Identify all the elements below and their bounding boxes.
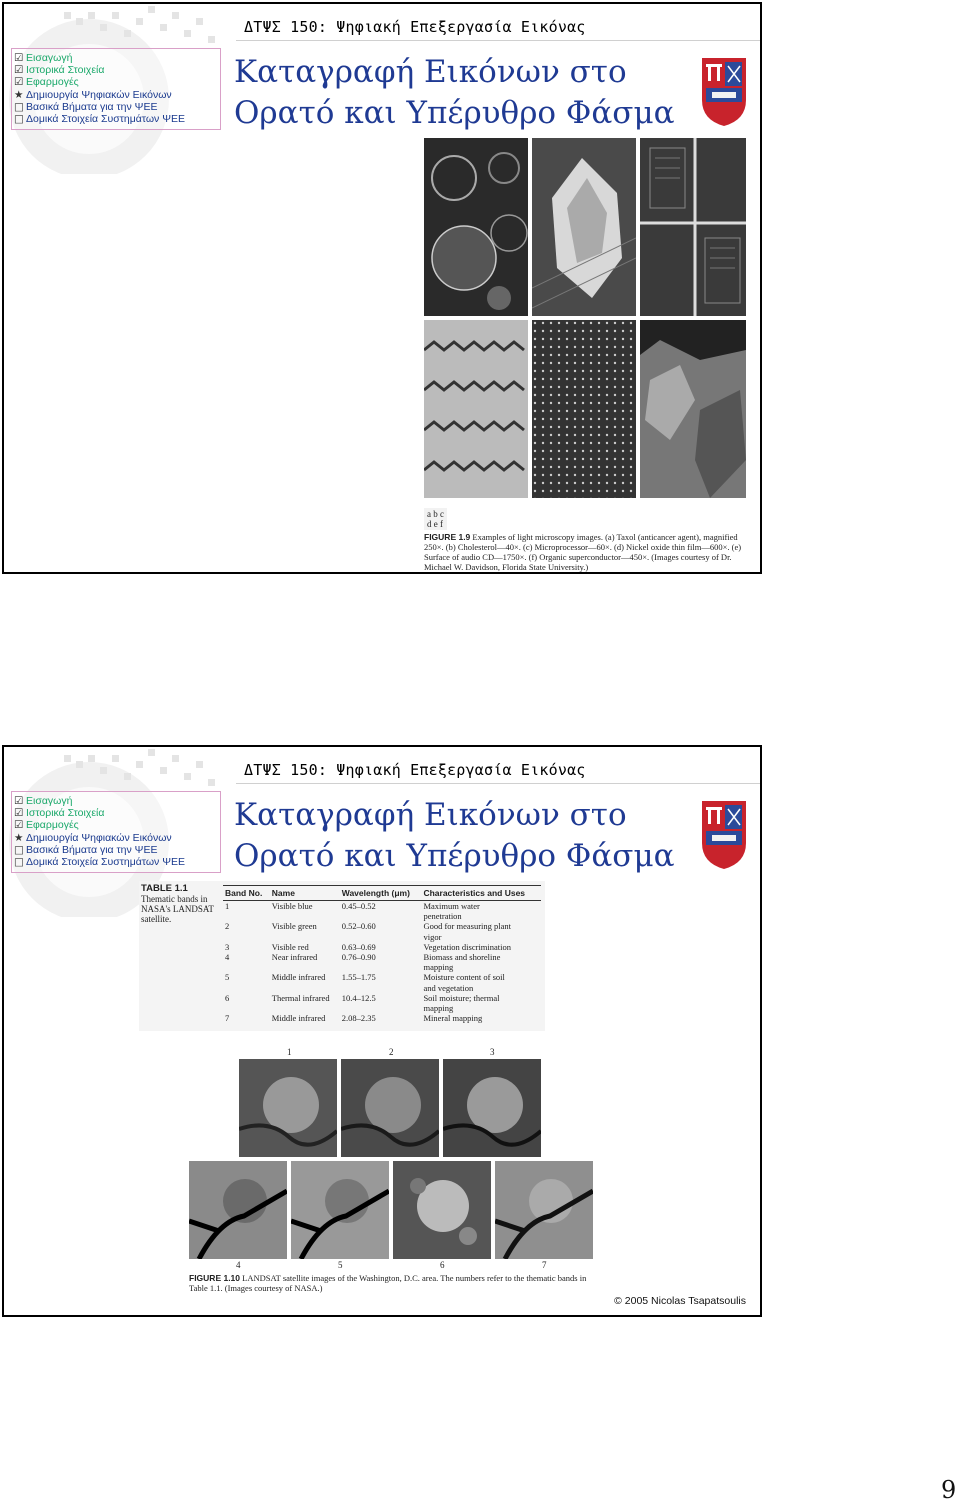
table-cell: Good for measuring plant [423,921,512,932]
table-cell [223,962,270,972]
table-cell: 0.76–0.90 [341,952,376,963]
table-row [223,972,541,982]
table-row [223,993,541,1003]
table-row [223,983,541,993]
micro-image-b [532,138,636,316]
col-band-no: Band No. [223,886,270,901]
empty-box-icon: □ [14,843,24,856]
table-cell [270,983,340,993]
table-cell: 1.55–1.75 [341,972,376,983]
nav-item-basic-steps[interactable]: □ Βασικά Βήματα για την ΨΕΕ [14,843,158,856]
table-cell [223,911,270,921]
satellite-image-6 [393,1161,491,1259]
table-cell: 0.63–0.69 [341,941,376,952]
micro-image-a [424,138,528,316]
col-name: Name [270,886,340,901]
nav-item-system-components[interactable]: □ Δομικά Στοιχεία Συστημάτων ΨΕΕ [14,856,185,869]
table-cell: 0.45–0.52 [341,901,376,911]
table-row [223,1013,541,1023]
satellite-image-1 [239,1059,337,1157]
micro-image-c [640,138,746,316]
nav-item-history[interactable]: ☑ Ιστορικά Στοιχεία [14,64,105,77]
table-cell [340,983,422,993]
table-row [223,962,541,972]
satellite-image-5 [291,1161,389,1259]
header-divider [236,783,762,784]
band-number: 6 [440,1260,445,1270]
checkbox-icon: ☑ [14,795,24,807]
table-cell: penetration [423,911,462,922]
table-cell: Middle infrared [271,972,326,983]
table-cell: mapping [423,962,454,973]
satellite-image-3 [443,1059,541,1157]
table-row [223,911,541,921]
nav-item-image-creation[interactable]: ★ Δημιουργία Ψηφιακών Εικόνων [14,88,172,101]
star-icon: ★ [14,88,24,101]
empty-box-icon: □ [14,856,24,869]
table-cell: Middle infrared [271,1013,326,1024]
table-cell: 10.4–12.5 [341,992,376,1003]
table-cell [340,1003,422,1013]
table-cell: Thermal infrared [271,992,330,1003]
table-cell [340,911,422,921]
nav-item-history[interactable]: ☑ Ιστορικά Στοιχεία [14,807,105,820]
table-cell [223,983,270,993]
table-cell: Visible green [271,921,317,932]
checkbox-icon: ☑ [14,64,24,77]
figure-caption: FIGURE 1.9 Examples of light microscopy images. (a) Taxol (anticancer agent), magnified 250×. (b) Cholesterol—40×. (c) Microprocessor—60×. (d) Nickel oxide thin film—600×. (e) Surface of audio CD—1750×. (f) Organic superconductor—450×. (Images courtesy of Dr. Michael W. Davidson, Florida State University.) [424,532,742,572]
band-number: 7 [542,1260,547,1270]
table-cell: Near infrared [271,952,318,963]
table-cell: 0.52–0.60 [341,921,376,932]
nav-item-intro[interactable]: ☑ Εισαγωγή [14,795,73,807]
band-number: 2 [389,1047,394,1057]
table-cell: 2 [225,921,230,932]
table-cell [270,911,340,921]
university-logo [698,54,750,128]
satellite-image-2 [341,1059,439,1157]
table-cell [340,962,422,972]
checkbox-icon: ☑ [14,819,24,832]
figure-caption: FIGURE 1.10 LANDSAT satellite images of the Washington, D.C. area. The numbers refer to the thematic bands in Table 1.1. (Images courtesy of NASA.) [189,1273,587,1293]
table-cell [270,932,340,942]
band-number: 3 [490,1047,495,1057]
slide-2 [2,745,762,1317]
table-cell: 5 [225,972,230,983]
table-cell [270,962,340,972]
table-row [223,952,541,962]
section-nav [11,791,221,873]
table-cell: Vegetation discrimination [423,941,512,952]
table-row [223,901,541,912]
table-cell: Soil moisture; thermal [423,992,500,1003]
table-cell: Visible red [271,941,309,952]
table-cell: Visible blue [271,901,313,911]
table-cell: vigor [423,931,442,942]
nav-item-applications[interactable]: ☑ Εφαρμογές [14,819,79,832]
table-cell: Biomass and shoreline [423,952,501,963]
page-number: 9 [941,1476,957,1504]
table-row [223,921,541,931]
table-cell: mapping [423,1003,454,1014]
university-logo [698,797,750,871]
col-uses: Characteristics and Uses [421,886,541,901]
checkbox-icon: ☑ [14,76,24,89]
slide-1 [2,2,762,574]
table-cell: 3 [225,941,230,952]
table-cell: 6 [225,992,230,1003]
col-wavelength: Wavelength (μm) [340,886,422,901]
table-row [223,932,541,942]
course-title: ΔΤΨΣ 150: Ψηφιακή Επεξεργασία Εικόνας [244,761,586,779]
panel-labels: a b c d e f [424,508,447,530]
band-number: 1 [287,1047,292,1057]
microscopy-figure [424,138,746,572]
nav-item-applications[interactable]: ☑ Εφαρμογές [14,76,79,89]
nav-item-image-creation[interactable]: ★ Δημιουργία Ψηφιακών Εικόνων [14,831,172,844]
copyright-footer: © 2005 Nicolas Tsapatsoulis [614,1295,746,1307]
table-cell: Maximum water [423,901,480,911]
satellite-image-4 [189,1161,287,1259]
slide-title: Καταγραφή Εικόνων στο Ορατό και Υπέρυθρο Φάσμα [234,54,675,131]
landsat-table [139,881,545,1031]
empty-box-icon: □ [14,100,24,113]
checkbox-icon: ☑ [14,52,24,64]
micro-image-d [424,320,528,498]
slide-title: Καταγραφή Εικόνων στο Ορατό και Υπέρυθρο Φάσμα [234,797,675,874]
table-cell: 7 [225,1013,230,1024]
table-cell [340,932,422,942]
band-number: 5 [338,1260,343,1270]
band-number: 4 [236,1260,241,1270]
table-cell: 4 [225,952,230,963]
landsat-figure [189,1047,597,1311]
bands-table [223,885,541,1023]
course-title: ΔΤΨΣ 150: Ψηφιακή Επεξεργασία Εικόνας [244,18,586,36]
table-row [223,942,541,952]
table-cell: and vegetation [423,982,474,993]
header-divider [236,40,762,41]
table-cell [223,932,270,942]
checkbox-icon: ☑ [14,807,24,820]
table-cell [270,1003,340,1013]
table-row [223,1003,541,1013]
table-cell: Mineral mapping [423,1013,483,1024]
nav-item-intro[interactable]: ☑ Εισαγωγή [14,52,73,64]
micro-image-e [532,320,636,498]
table-caption: TABLE 1.1 Thematic bands in NASA's LANDSAT satellite. [141,883,214,924]
empty-box-icon: □ [14,113,24,126]
table-cell: Moisture content of soil [423,972,505,983]
nav-item-system-components[interactable]: □ Δομικά Στοιχεία Συστημάτων ΨΕΕ [14,113,185,126]
star-icon: ★ [14,831,24,844]
table-cell [223,1003,270,1013]
table-cell: 1 [225,901,230,911]
table-cell: 2.08–2.35 [341,1013,376,1024]
section-nav [11,48,221,130]
micro-image-f [640,320,746,498]
satellite-image-7 [495,1161,593,1259]
nav-item-basic-steps[interactable]: □ Βασικά Βήματα για την ΨΕΕ [14,100,158,113]
